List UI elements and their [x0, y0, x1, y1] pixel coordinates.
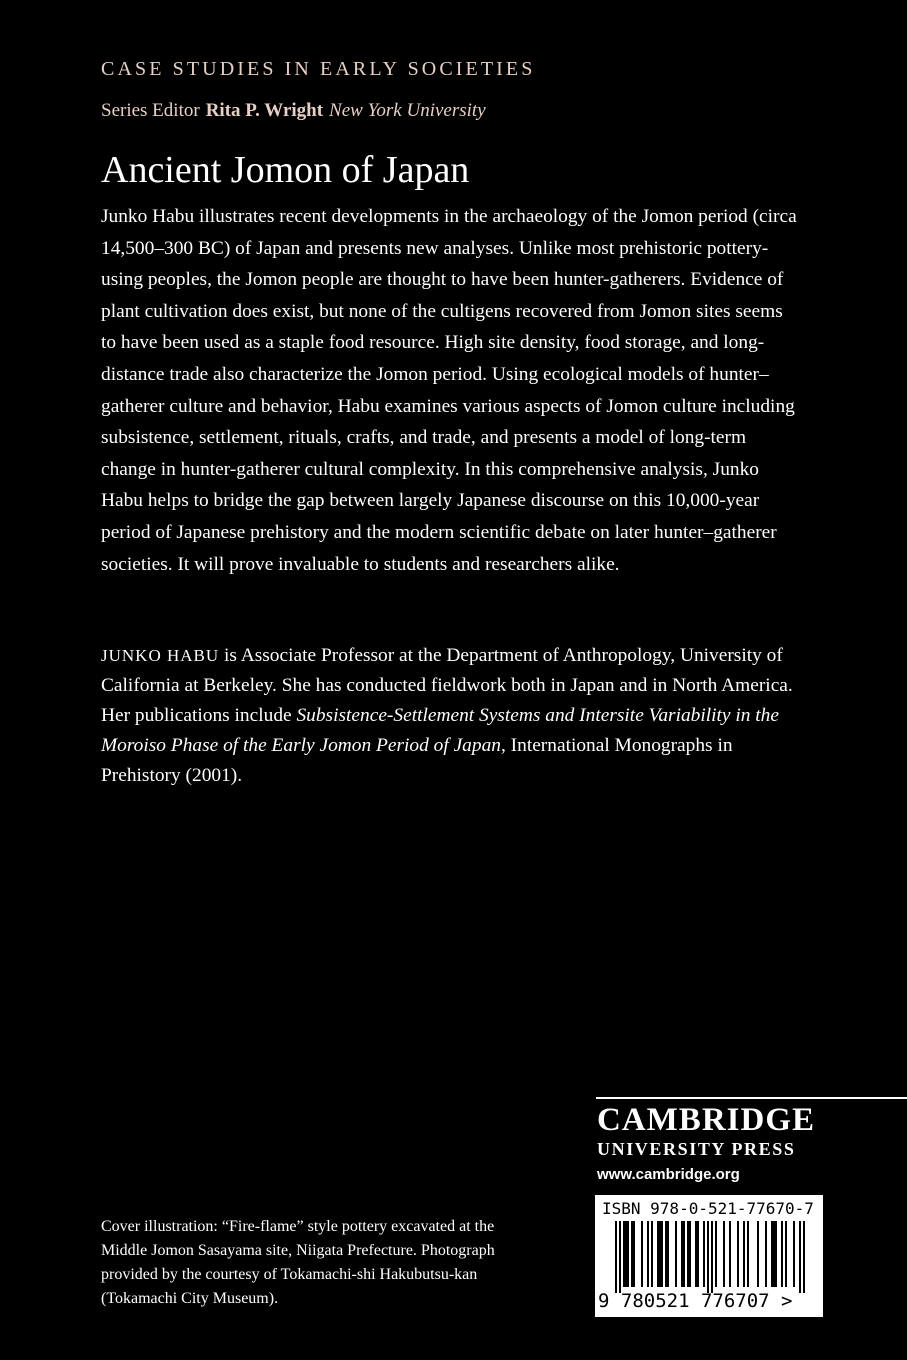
barcode-bar	[723, 1221, 725, 1287]
barcode-bar	[771, 1221, 773, 1287]
barcode-bar	[775, 1221, 777, 1287]
author-bio-part1: is Associate Professor at the Department of Anthropology, University of California at Berkeley. She has conducted fieldwork both in Japan and in North America. Her publications include	[101, 645, 793, 726]
book-description: Junko Habu illustrates recent developments in the archaeology of the Jomon period (circa 14,500–300 BC) of Japan and presents new analyses. Unlike most prehistoric pottery-using peoples, the Jomon people are thought to have been hunter-gatherers. Evidence of plant cultivation does exist, but none of the cultigens recovered from Jomon sites seems to have been used as a staple food resource. High site density, food storage, and long-distance trade also characterize the Jomon period. Using ecological models of hunter–gatherer culture and behavior, Habu examines various aspects of Jomon culture including subsistence, settlement, rituals, crafts, and trade, and presents a model of long-term change in hunter-gatherer cultural complexity. In this comprehensive analysis, Junko Habu helps to bridge the gap between largely Japanese discourse on this 10,000-year period of Japanese prehistory and the modern scientific debate on later hunter–gatherer societies. It will prove invaluable to students and researchers alike.	[101, 206, 797, 575]
publisher-name: CAMBRIDGE	[597, 1102, 816, 1138]
barcode-bar	[803, 1221, 805, 1293]
barcode-bar	[773, 1221, 775, 1287]
barcode-bar	[703, 1221, 705, 1287]
barcode-bar	[665, 1221, 667, 1287]
barcode-bar	[793, 1221, 795, 1287]
barcode-bar	[661, 1221, 663, 1287]
author-publication-title: Subsistence-Settlement Systems and Intersite Variability in the Moroiso Phase of the Early Jomon Period of Japan	[101, 705, 779, 756]
publisher-logo	[597, 1102, 837, 1160]
series-editor-name: Rita P. Wright	[205, 100, 324, 121]
barcode-bar	[729, 1221, 731, 1287]
publisher-rule	[596, 1097, 907, 1099]
barcode-bar	[623, 1221, 625, 1287]
barcode-bar	[651, 1221, 653, 1287]
barcode-bar	[625, 1221, 627, 1287]
barcode-bar	[737, 1221, 739, 1287]
barcode-bar	[683, 1221, 685, 1287]
barcode-bar	[715, 1221, 717, 1287]
barcode-bar	[707, 1221, 709, 1293]
barcode-bar	[659, 1221, 661, 1287]
book-title: Ancient Jomon of Japan	[101, 149, 470, 191]
series-editor-line	[101, 100, 486, 122]
barcode-bar	[711, 1221, 713, 1293]
barcode-bar	[747, 1221, 749, 1287]
barcode-bar	[647, 1221, 649, 1287]
barcode-bar	[627, 1221, 629, 1287]
barcode-bar	[697, 1221, 699, 1287]
series-title: CASE STUDIES IN EARLY SOCIETIES	[101, 58, 536, 80]
barcode-bar	[687, 1221, 689, 1287]
barcode-bar	[675, 1221, 677, 1287]
barcode-bar	[631, 1221, 633, 1287]
barcode-digits: 9 780521 776707 >	[598, 1290, 793, 1312]
barcode-box	[595, 1195, 823, 1317]
barcode-bar	[743, 1221, 745, 1287]
barcode-bar	[695, 1221, 697, 1287]
barcode-bar	[757, 1221, 759, 1287]
barcode-bar	[657, 1221, 659, 1287]
barcode-bar	[667, 1221, 669, 1287]
barcode-bar	[641, 1221, 643, 1287]
series-editor-affiliation: New York University	[329, 100, 486, 121]
barcode-bar	[633, 1221, 635, 1287]
barcode-bar	[765, 1221, 767, 1287]
barcode-bar	[799, 1221, 801, 1293]
barcode-bar	[615, 1221, 617, 1293]
isbn-label: ISBN 978-0-521-77670-7	[602, 1199, 814, 1218]
author-bio-part2: , International Monographs in Prehistory (2001).	[101, 735, 733, 786]
publisher-press: UNIVERSITY PRESS	[597, 1139, 796, 1159]
barcode-bar	[781, 1221, 783, 1287]
author-name: JUNKO HABU	[101, 646, 220, 665]
barcode-bar	[619, 1221, 621, 1293]
author-bio	[101, 641, 801, 791]
barcode-bar	[785, 1221, 787, 1287]
publisher-url: www.cambridge.org	[597, 1166, 740, 1183]
cover-credit: Cover illustration: “Fire-flame” style pottery excavated at the Middle Jomon Sasayama site, Niigata Prefecture. Photograph provided by the courtesy of Tokamachi-shi Hakubutsu-kan (Tokamachi City Museum).	[101, 1218, 495, 1307]
barcode-bar	[689, 1221, 691, 1287]
series-editor-label: Series Editor	[101, 100, 200, 121]
barcode-bar	[681, 1221, 683, 1287]
